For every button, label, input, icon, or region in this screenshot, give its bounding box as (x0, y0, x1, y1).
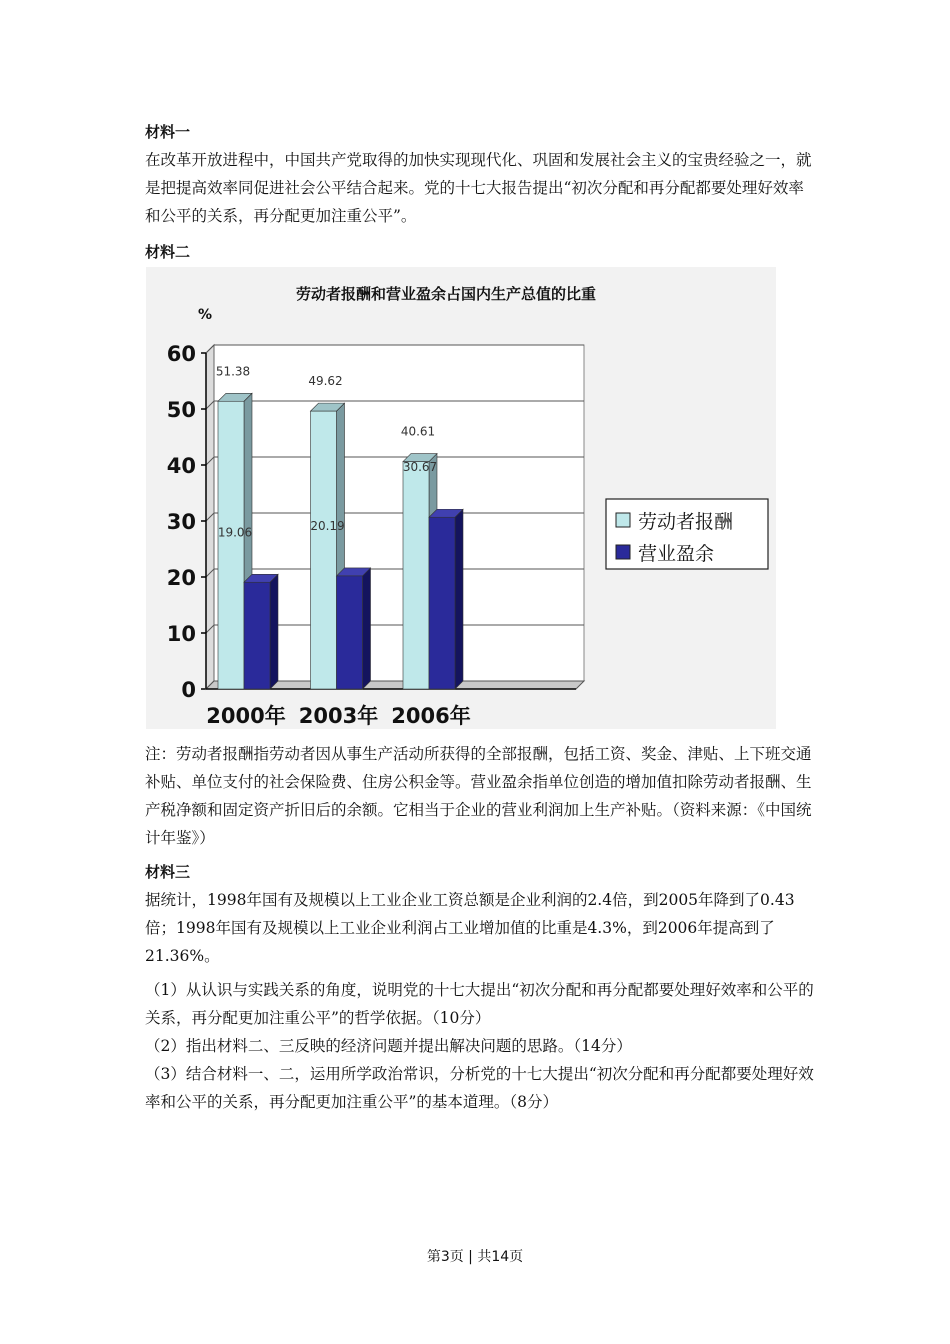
bar (311, 411, 337, 689)
y-tick-label: 60 (166, 342, 196, 366)
data-label: 49.62 (308, 374, 343, 389)
material1-text (145, 146, 815, 230)
legend-label: 劳动者报酬 (638, 511, 734, 533)
material2-heading: 材料二 (145, 243, 191, 261)
question-3: （3）结合材料一、二，运用所学政治常识，分析党的十七大提出“初次分配和再分配都要处理好效率和公平的关系，再分配更加注重公平”的基本道理。（8分） (145, 1065, 814, 1111)
data-label: 51.38 (215, 364, 251, 379)
material1-heading: 材料一 (145, 123, 191, 141)
bar-side (270, 574, 278, 689)
bar-chart (146, 267, 776, 729)
material2-note (145, 740, 815, 852)
legend-swatch (616, 513, 630, 527)
questions (145, 976, 815, 1116)
y-tick-label: 0 (181, 678, 196, 702)
question-2: （2）指出材料二、三反映的经济问题并提出解决问题的思路。（14分） (145, 1037, 632, 1055)
note-paragraph: 注：劳动者报酬指劳动者因从事生产活动所获得的全部报酬，包括工资、奖金、津贴、上下班交通补贴、单位支付的社会保险费、住房公积金等。营业盈余指单位创造的增加值扣除劳动者报酬、生产税净额和固定资产折旧后的余额。它相当于企业的营业利润加上生产补贴。（资料来源：《中国统计年鉴》） (145, 745, 812, 847)
bar (218, 401, 244, 689)
bar (337, 576, 363, 689)
y-tick-label: 40 (166, 454, 196, 478)
legend-swatch (616, 545, 630, 559)
y-tick-label: 50 (166, 398, 196, 422)
x-tick-label: 2003年 (298, 704, 379, 728)
y-tick-label: 10 (166, 622, 196, 646)
material3-heading: 材料三 (145, 863, 191, 881)
bar (429, 517, 455, 689)
page-footer: 第3页 | 共14页 (426, 1249, 524, 1265)
plot-area (167, 342, 584, 728)
material1-paragraph: 在改革开放进程中，中国共产党取得的加快实现现代化、巩固和发展社会主义的宝贵经验之一，就是把提高效率同促进社会公平结合起来。党的十七大报告提出“初次分配和再分配都要处理好效率和公平的关系，再分配更加注重公平”。 (145, 151, 812, 225)
x-tick-label: 2000年 (206, 704, 286, 728)
bar (244, 582, 270, 689)
chart-legend (606, 499, 768, 569)
bar-side (455, 509, 463, 689)
y-tick-label: 30 (166, 510, 196, 534)
y-tick-label: 20 (166, 566, 196, 590)
material3-text (145, 886, 815, 970)
chart-title: 劳动者报酬和营业盈余占国内生产总值的比重 (295, 285, 597, 303)
bar (403, 462, 429, 689)
data-label: 20.19 (310, 518, 345, 533)
question-1: （1）从认识与实践关系的角度，说明党的十七大提出“初次分配和再分配都要处理好效率和公平的关系，再分配更加注重公平”的哲学依据。（10分） (145, 981, 814, 1027)
data-label: 30.67 (402, 460, 438, 475)
bar-side (363, 568, 371, 689)
material3-paragraph: 据统计，1998年国有及规模以上工业企业工资总额是企业利润的2.4倍，到2005年降到了0.43倍；1998年国有及规模以上工业企业利润占工业增加值的比重是4.3%，到2006年提高到了21.36%。 (145, 891, 795, 965)
data-label: 40.61 (400, 424, 436, 439)
legend-label: 营业盈余 (638, 543, 715, 565)
y-axis-unit: % (198, 307, 213, 323)
x-tick-label: 2006年 (391, 704, 471, 728)
data-label: 19.06 (217, 525, 253, 540)
